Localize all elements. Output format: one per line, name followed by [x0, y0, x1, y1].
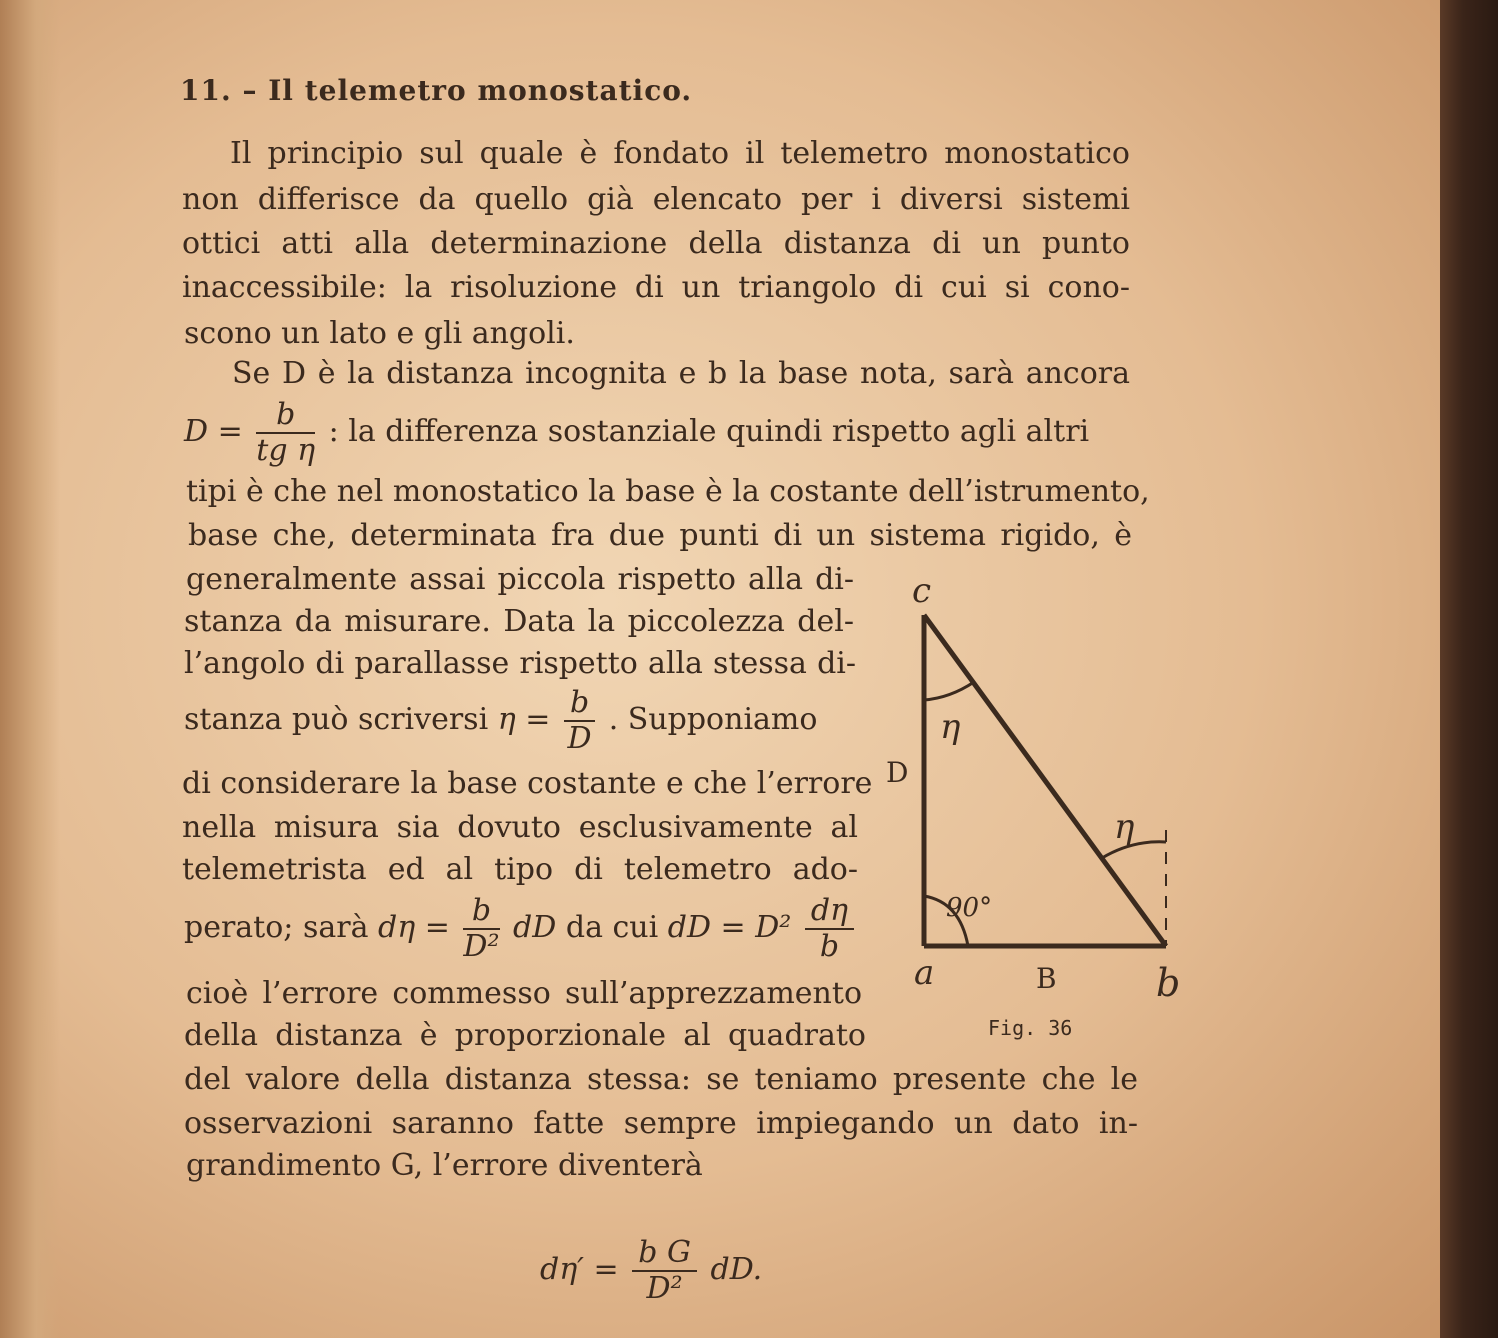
- eq-lhs: η =: [497, 702, 551, 737]
- text-line: della distanza è proporzionale al quadrato: [184, 1018, 866, 1053]
- fraction-numerator: b G: [632, 1236, 697, 1272]
- text-line: tipi è che nel monostatico la base è la costante dell’istrumento,: [186, 474, 1150, 509]
- text-line: ottici atti alla determinazione della distanza di un punto: [182, 226, 1130, 261]
- text-line: cioè l’errore commesso sull’apprezzamento: [186, 976, 862, 1011]
- eq-trailing-text: : la differenza sostanziale quindi rispetto agli altri: [328, 414, 1090, 449]
- text-line: del valore della distanza stessa: se teniamo presente che le: [184, 1062, 1138, 1097]
- fraction-denominator: b: [819, 929, 840, 964]
- text-line: inaccessibile: la risoluzione di un triangolo di cui si cono-: [182, 270, 1130, 305]
- label-b: b: [1156, 961, 1181, 1005]
- page-left-edge: [0, 0, 60, 1338]
- triangle-figure: [870, 560, 1210, 1050]
- text-line: l’angolo di parallasse rispetto alla stessa di-: [184, 646, 856, 681]
- fraction-denominator: tg η: [256, 433, 316, 468]
- eq-term: dD.: [710, 1252, 763, 1287]
- fraction-denominator: D: [567, 721, 592, 756]
- fraction: [805, 894, 854, 964]
- fraction-denominator: D²: [646, 1271, 683, 1306]
- eq-lhs: dη =: [378, 910, 450, 945]
- text-line: scono un lato e gli angoli.: [184, 316, 575, 351]
- figure-caption: Fig. 36: [988, 1016, 1073, 1040]
- label-a: a: [914, 953, 935, 993]
- equation-magnified-error: [540, 1236, 762, 1306]
- text-line: telemetrista ed al tipo di telemetro ado-: [182, 852, 858, 887]
- fraction-numerator: b: [256, 398, 315, 434]
- text-line: osservazioni saranno fatte sempre impiegando un dato in-: [184, 1106, 1138, 1141]
- fraction: [463, 894, 499, 964]
- eq-connector-text: da cui: [565, 910, 659, 945]
- equation-d-base-tan: [184, 398, 1134, 468]
- text-line: Il principio sul quale è fondato il telemetro monostatico: [230, 136, 1130, 171]
- text-line: stanza da misurare. Data la piccolezza del-: [184, 604, 854, 639]
- text-line: di considerare la base costante e che l’errore: [182, 766, 873, 801]
- text-line: nella misura sia dovuto esclusivamente al: [182, 810, 858, 845]
- text-line: Se D è la distanza incognita e b la base nota, sarà ancora: [232, 356, 1130, 391]
- label-right-angle: 90°: [946, 893, 993, 923]
- label-D: D: [886, 756, 909, 789]
- fraction: [564, 686, 595, 756]
- eq-leading-text: perato; sarà: [184, 910, 369, 945]
- eq-leading-text: stanza può scriversi: [184, 702, 489, 737]
- eq-term: dD = D²: [667, 910, 792, 945]
- label-c: c: [912, 571, 932, 611]
- text-line: generalmente assai piccola rispetto alla di-: [186, 562, 854, 597]
- eq-term: dD: [513, 910, 557, 945]
- eq-trailing-text: . Supponiamo: [608, 702, 818, 737]
- fraction: [256, 398, 315, 468]
- equation-derivative: [184, 894, 874, 964]
- fraction-numerator: dη: [805, 894, 854, 930]
- label-B: B: [1036, 962, 1057, 995]
- text-line: base che, determinata fra due punti di un sistema rigido, è: [188, 518, 1132, 553]
- book-spine: [1440, 0, 1498, 1338]
- label-eta-right: η: [1114, 807, 1135, 847]
- fraction-numerator: b: [463, 894, 499, 930]
- text-line: non differisce da quello già elencato per i diversi sistemi: [182, 182, 1130, 217]
- fraction-numerator: b: [564, 686, 595, 722]
- label-eta-top: η: [940, 707, 961, 747]
- section-heading: 11. – Il telemetro monostatico.: [180, 74, 693, 107]
- eq-lhs: D =: [184, 414, 243, 449]
- eq-lhs: dη′ =: [540, 1252, 619, 1287]
- fraction: [632, 1236, 697, 1306]
- fraction-denominator: D²: [463, 929, 500, 964]
- text-line: grandimento G, l’errore diventerà: [186, 1148, 703, 1183]
- angle-arc-top: [924, 682, 974, 700]
- equation-eta: [184, 686, 864, 756]
